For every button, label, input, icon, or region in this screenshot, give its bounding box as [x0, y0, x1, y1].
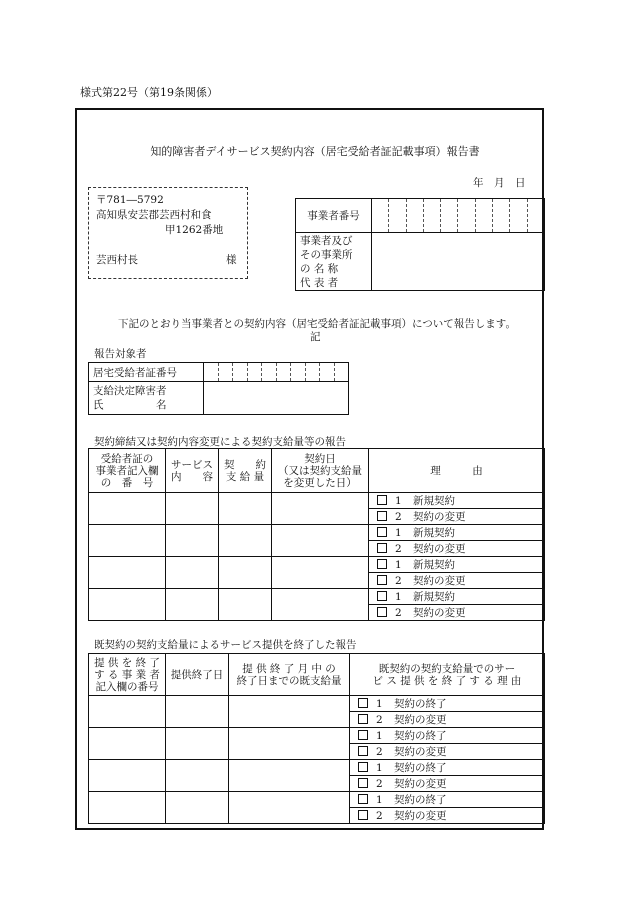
person-name-label: 支給決定障害者 氏 名	[89, 382, 204, 415]
person-name-field[interactable]	[204, 382, 349, 415]
table-row	[89, 760, 545, 776]
reason-contract-change[interactable]: 2 契約の変更	[369, 573, 545, 589]
reason-contract-change[interactable]: 2 契約の変更	[350, 776, 545, 792]
reason-contract-change[interactable]: 2 契約の変更	[369, 509, 545, 525]
address-line-2: 甲1262番地	[165, 224, 224, 236]
reason-contract-change[interactable]: 2 契約の変更	[369, 605, 545, 621]
provider-name-field[interactable]	[372, 233, 545, 291]
checkbox[interactable]	[358, 746, 368, 756]
reason-contract-change[interactable]: 2 契約の変更	[350, 712, 545, 728]
checkbox[interactable]	[377, 591, 387, 601]
recipient: 芸西村長	[96, 254, 138, 266]
table-row	[89, 728, 545, 744]
checkbox[interactable]	[358, 762, 368, 772]
checkbox[interactable]	[358, 810, 368, 820]
address-line-1: 高知県安芸郡芸西村和食	[96, 209, 212, 221]
reason-new-contract[interactable]: 1 新規契約	[369, 589, 545, 605]
checkbox[interactable]	[377, 511, 387, 521]
checkbox[interactable]	[377, 543, 387, 553]
reason-new-contract[interactable]: 1 新規契約	[369, 557, 545, 573]
table-row	[89, 589, 545, 605]
table-row	[89, 525, 545, 541]
form-id: 様式第22号（第19条関係）	[80, 86, 218, 99]
s1-header-amount: 契 約 支 給 量	[219, 449, 272, 493]
provider-number-label: 事業者番号	[296, 199, 372, 233]
reason-contract-end[interactable]: 1 契約の終了	[350, 760, 545, 776]
checkbox[interactable]	[358, 730, 368, 740]
table-row	[89, 696, 545, 712]
cert-number-label: 居宅受給者証番号	[89, 363, 204, 382]
checkbox[interactable]	[377, 527, 387, 537]
checkbox[interactable]	[377, 607, 387, 617]
table-row	[89, 557, 545, 573]
checkbox[interactable]	[377, 495, 387, 505]
reason-new-contract[interactable]: 1 新規契約	[369, 525, 545, 541]
checkbox[interactable]	[377, 575, 387, 585]
s2-header-supplied-amount: 提 供 終 了 月 中 の 終了日までの既支給量	[229, 654, 350, 696]
reason-contract-end[interactable]: 1 契約の終了	[350, 792, 545, 808]
cert-number-field[interactable]	[204, 363, 349, 382]
reason-contract-end[interactable]: 1 契約の終了	[350, 696, 545, 712]
ki-label: 記	[310, 331, 321, 343]
section2-heading: 既契約の契約支給量によるサービス提供を終了した報告	[94, 639, 357, 651]
s2-header-reason: 既契約の契約支給量でのサー ビ ス 提 供 を 終 了 す る 理 由	[350, 654, 545, 696]
section1-heading: 契約締結又は契約内容変更による契約支給量等の報告	[94, 436, 346, 448]
s1-header-cert-number: 受給者証の 事業者記入欄 の 番 号	[89, 449, 166, 493]
s2-header-number: 提 供 を 終 了 す る 事 業 者 記入欄の番号	[89, 654, 166, 696]
s1-header-service: サービス 内 容	[166, 449, 219, 493]
page-title: 知的障害者デイサービス契約内容（居宅受給者証記載事項）報告書	[150, 145, 480, 158]
section1-table	[88, 448, 545, 621]
reason-contract-change[interactable]: 2 契約の変更	[350, 808, 545, 824]
reason-contract-end[interactable]: 1 契約の終了	[350, 728, 545, 744]
checkbox[interactable]	[358, 714, 368, 724]
s1-header-reason: 理 由	[369, 449, 545, 493]
table-row	[89, 493, 545, 509]
checkbox[interactable]	[358, 778, 368, 788]
reason-contract-change[interactable]: 2 契約の変更	[350, 744, 545, 760]
checkbox[interactable]	[358, 794, 368, 804]
target-table	[88, 362, 349, 415]
postal-code: 〒781―5792	[96, 194, 164, 206]
table-row	[89, 792, 545, 808]
intro-text: 下記のとおり当事業者との契約内容（居宅受給者証記載事項）について報告します。	[118, 318, 516, 330]
reason-new-contract[interactable]: 1 新規契約	[369, 493, 545, 509]
s1-header-contract-date: 契約日 （又は契約支給量 を変更した日）	[272, 449, 369, 493]
checkbox[interactable]	[358, 698, 368, 708]
checkbox[interactable]	[377, 559, 387, 569]
honorific: 様	[226, 254, 237, 266]
s2-header-end-date: 提供終了日	[166, 654, 229, 696]
provider-table	[295, 198, 545, 291]
section2-table	[88, 653, 545, 824]
provider-name-label: 事業者及び その事業所 の 名 称 代 表 者	[296, 233, 372, 291]
provider-number-field[interactable]	[372, 199, 545, 233]
date-label: 年 月 日	[473, 177, 526, 189]
target-label: 報告対象者	[94, 348, 147, 360]
reason-contract-change[interactable]: 2 契約の変更	[369, 541, 545, 557]
